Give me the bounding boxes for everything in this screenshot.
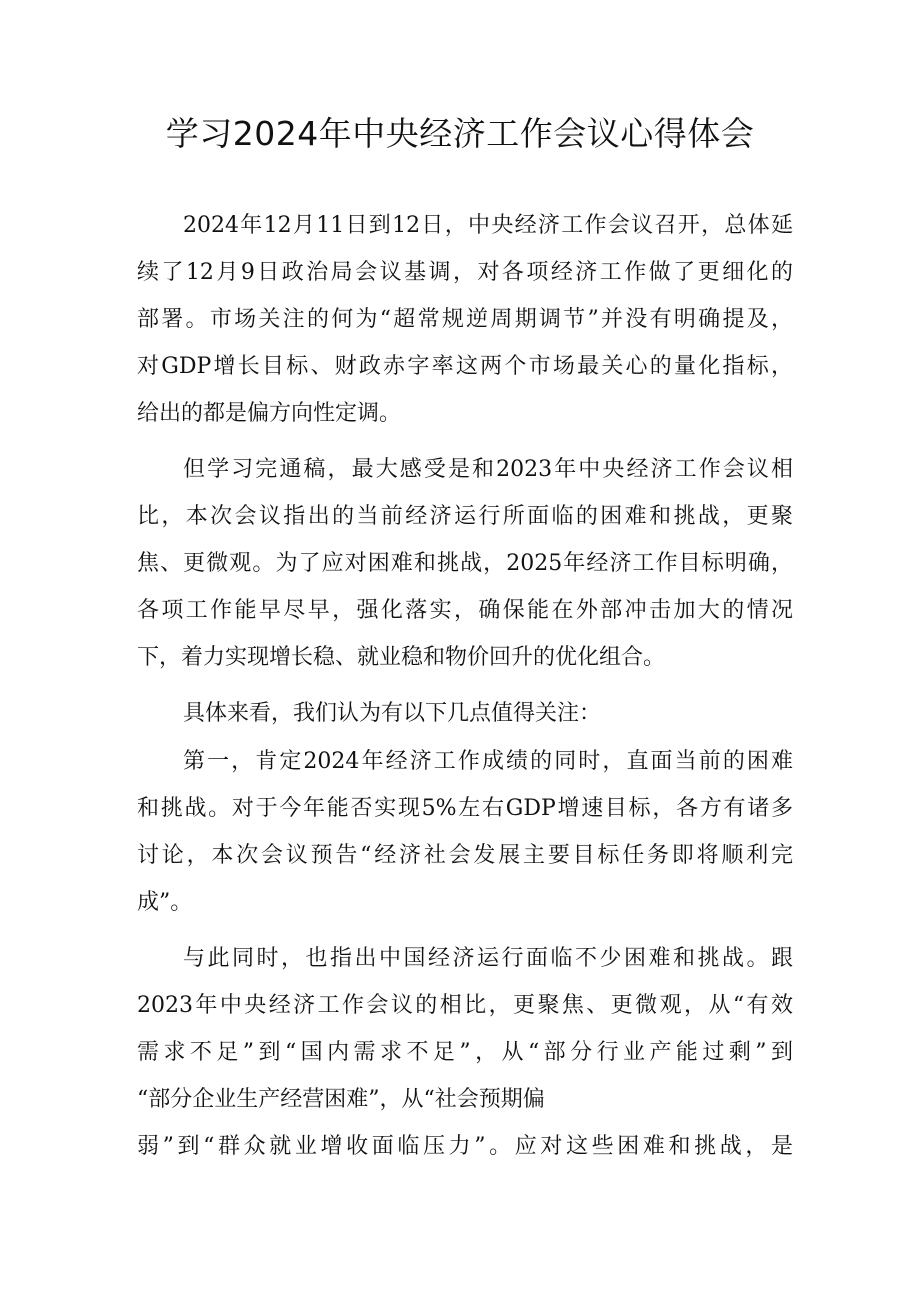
paragraph-line: 具体来看，我们认为有以下几点值得关注：	[183, 701, 602, 726]
paragraph-line: 比，本次会议指出的当前经济运行所面临的困难和挑战，更聚	[137, 504, 793, 529]
paragraph-line: 与此同时，也指出中国经济运行面临不少困难和挑战。跟	[183, 946, 793, 971]
paragraph-line: 但学习完通稿，最大感受是和2023年中央经济工作会议相	[183, 457, 793, 482]
paragraph-line: 部署。市场关注的何为“超常规逆周期调节”并没有明确提及，	[137, 307, 793, 332]
paragraph-line: “部分企业生产经营困难”，从“社会预期偏	[137, 1087, 545, 1112]
paragraph-line: 成”。	[137, 890, 193, 915]
paragraph-line: 和挑战。对于今年能否实现5%左右GDP增速目标，各方有诸多	[137, 796, 793, 821]
document-title: 学习2024年中央经济工作会议心得体会	[165, 114, 755, 153]
paragraph-line: 2023年中央经济工作会议的相比，更聚焦、更微观，从“有效	[137, 993, 793, 1018]
paragraph-line: 焦、更微观。为了应对困难和挑战，2025年经济工作目标明确，	[137, 551, 793, 576]
paragraph-line: 需求不足”到“国内需求不足”，从“部分行业产能过剩”到	[137, 1040, 793, 1065]
paragraph-line: 续了12月9日政治局会议基调，对各项经济工作做了更细化的	[137, 260, 793, 285]
paragraph-line: 讨论，本次会议预告“经济社会发展主要目标任务即将顺利完	[137, 843, 793, 868]
paragraph-line: 各项工作能早尽早，强化落实，确保能在外部冲击加大的情况	[137, 598, 793, 623]
paragraph-line: 对GDP增长目标、财政赤字率这两个市场最关心的量化指标，	[137, 354, 793, 379]
paragraph-line: 2024年12月11日到12日，中央经济工作会议召开，总体延	[183, 213, 793, 238]
paragraph-line: 第一，肯定2024年经济工作成绩的同时，直面当前的困难	[183, 749, 793, 774]
paragraph-line: 下，着力实现增长稳、就业稳和物价回升的优化组合。	[137, 645, 666, 670]
paragraph-line: 给出的都是偏方向性定调。	[137, 401, 402, 426]
paragraph-line: 弱”到“群众就业增收面临压力”。应对这些困难和挑战，是	[137, 1134, 793, 1159]
